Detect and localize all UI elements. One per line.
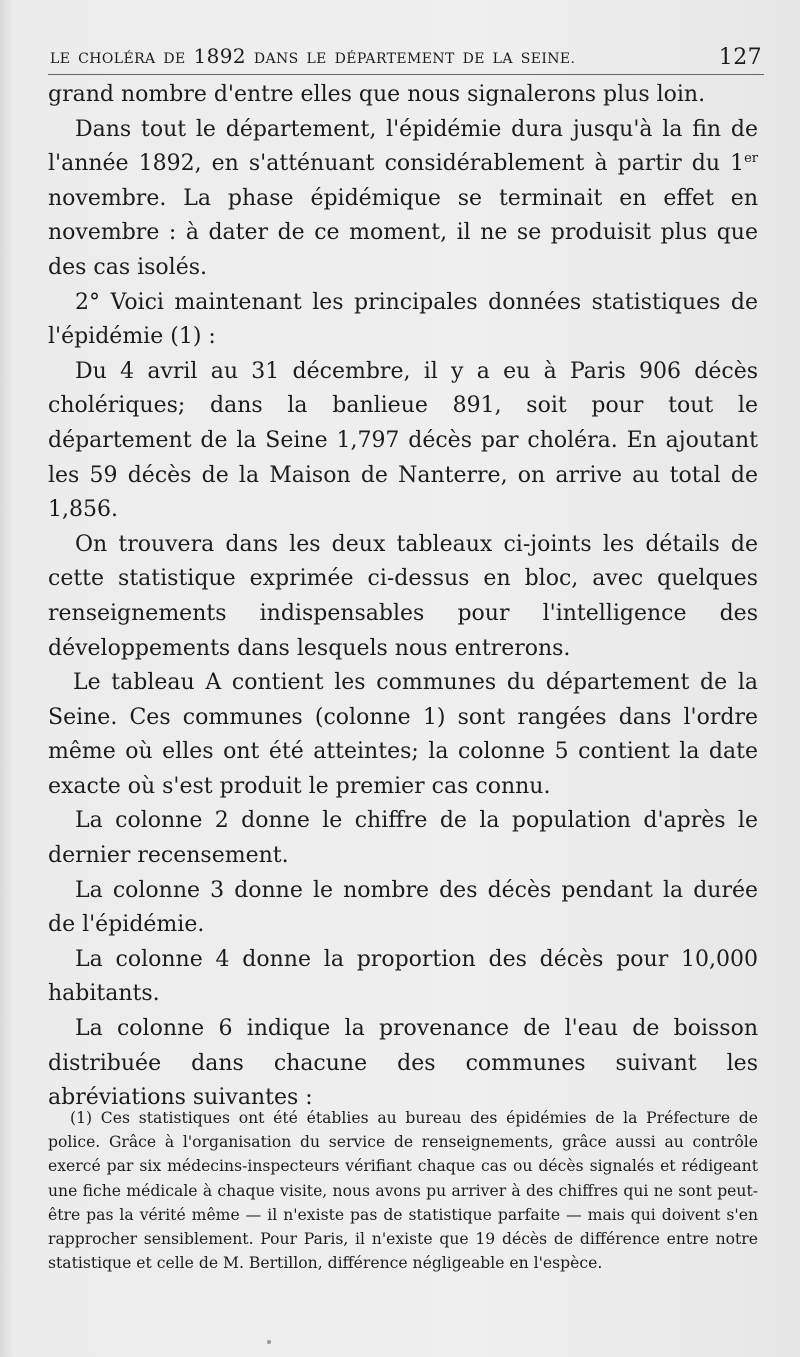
footnote (48, 1106, 758, 1275)
page-header (50, 40, 762, 72)
paragraph-text: novembre. La phase épidémique se terminait en effet en novembre : à dater de ce moment, il ne se produisit plus que des cas isolés. (48, 185, 758, 280)
body-text (48, 78, 758, 1116)
paragraph-text: Dans tout le département, l'épidémie dura jusqu'à la fin de l'année 1892, en s'atténuant considérablement à partir du 1 (48, 116, 758, 177)
paragraph-column-3: La colonne 3 donne le nombre des décès pendant la durée de l'épidémie. (48, 877, 758, 938)
paragraph-death-counts: Du 4 avril au 31 décembre, il y a eu à Paris 906 décès cholériques; dans la banlieue 891, soit pour tout le département de la Seine 1,797 décès par choléra. En ajoutant les 59 décès de la Maison de Nanterre, on arrive au total de 1,856. (48, 358, 758, 523)
running-title (50, 44, 575, 68)
superscript: er (744, 151, 758, 167)
footnote-text: (1) Ces statistiques ont été établies au bureau des épidémies de la Préfecture de police. Grâce à l'organisation du service de renseignements, grâce aussi au contrôle exercé par six médecins-inspecteurs vérifiant chaque cas ou décès signalés et rédigeant une fiche médicale à chaque visite, nous avons pu arriver à des chiffres qui ne sont peut-être pas la vérité même — il n'existe pas de statistique parfaite — mais qui doivent s'en rapprocher sensiblement. Pour Paris, il n'existe que 19 décès de différence entre notre statistique et celle de M. Bertillon, différence négligeable en l'espèce. (48, 1109, 758, 1273)
page-number: 127 (718, 45, 762, 70)
paragraph-column-4: La colonne 4 donne la proportion des décès pour 10,000 habitants. (48, 946, 758, 1007)
paragraph-statistics-intro: 2° Voici maintenant les principales données statistiques de l'épidémie (1) : (48, 289, 758, 350)
paragraph-table-a: Le tableau A contient les communes du département de la Seine. Ces communes (colonne 1) sont rangées dans l'ordre même où elles ont été atteintes; la colonne 5 contient la date exacte où s'est produit le premier cas connu. (48, 670, 758, 799)
header-rule (48, 74, 764, 75)
running-title-start: LE CHOLÉRA DE (50, 51, 186, 67)
running-title-end: DANS LE DÉPARTEMENT DE LA SEINE. (253, 51, 576, 67)
running-title-year: 1892 (193, 44, 246, 68)
paragraph-continuation: grand nombre d'entre elles que nous signalerons plus loin. (48, 82, 706, 107)
paragraph-column-6: La colonne 6 indique la provenance de l'eau de boisson distribuée dans chacune des communes suivant les abréviations suivantes : (48, 1016, 758, 1111)
paper-speck (267, 1340, 271, 1344)
paragraph-epidemic-duration (48, 113, 758, 286)
paragraph-column-2: La colonne 2 donne le chiffre de la population d'après le dernier recensement. (48, 808, 758, 869)
paragraph-tables: On trouvera dans les deux tableaux ci-joints les détails de cette statistique exprimée ci-dessus en bloc, avec quelques renseignements indispensables pour l'intelligence des développements dans lesquels nous entrerons. (48, 531, 758, 661)
